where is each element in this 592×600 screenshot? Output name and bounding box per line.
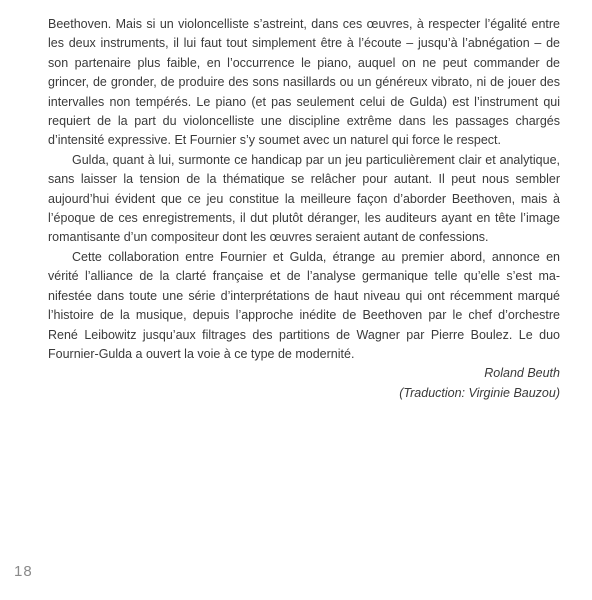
paragraph-2: Gulda, quant à lui, surmonte ce handicap par un jeu particulièrement clair et analytique, sans laisser la tension de la thématique se relâcher pour autant. Il peut nous sembler aujourd’hui évident que ce jeu constitue la meilleure façon d’aborder Beethoven, mais à l’époque de ces enregistrements, il dut plutôt déranger, les auditeurs ayant en tête l’image romantisante d’un compositeur dont les œuvres seraient autant de confessions. [48, 152, 560, 245]
page-number: 18 [14, 563, 33, 580]
paragraph-1: Beethoven. Mais si un violoncelliste s’astreint, dans ces œuvres, à respecter l’égalité entre les deux instruments, il lui faut tout simplement être à l’écoute – jusqu’à l’abnégation – de son partenaire plus faible, en l’occurrence le piano, auquel on ne peut commander de grincer, de gronder, de produire des sons nasillards ou un généreux vibrato, ni de jouer des intervalles non tempérés. Le piano (et pas seulement celui de Gulda) est l’instrument qui requiert de la part du violoncelliste une discipline extrême dans les passages chargés d’intensité expressive. Et Fournier s’y soumet avec un naturel qui force le respect. [48, 17, 560, 148]
page-body [48, 15, 560, 403]
author-signature: Roland Beuth [484, 366, 560, 381]
translator-credit: (Traduction: Virginie Bauzou) [399, 385, 560, 400]
paragraph-3: Cette collaboration entre Fournier et Gulda, étrange au premier abord, annonce en vérité l’alliance de la clarté française et de l’analyse germanique telle qu’elle s’est manifestée dans toute une série d’interprétations de haut niveau qui ont récemment marqué l’histoire de la musique, depuis l’approche inédite de Beethoven par le chef d’orchestre René Leibowitz jusqu’aux filtrages des partitions de Wagner par Pierre Boulez. Le duo Fournier-Gulda a ouvert la voie à ce type de modernité. [48, 249, 560, 361]
